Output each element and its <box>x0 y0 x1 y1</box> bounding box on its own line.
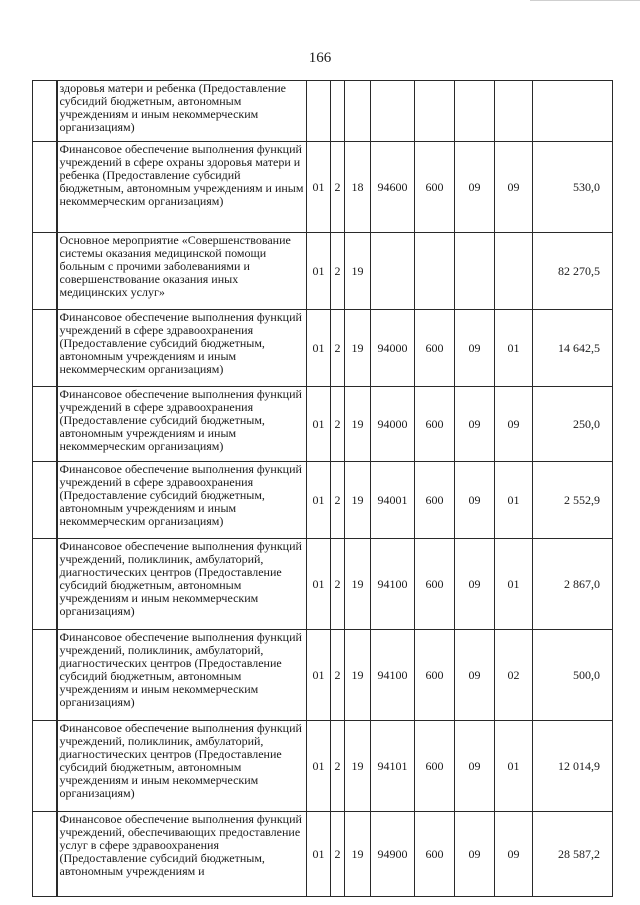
subsection-code-cell: 01 <box>495 462 533 539</box>
subsection-code-cell: 09 <box>495 812 533 897</box>
program-code-cell: 01 <box>307 812 331 897</box>
description-cell: Финансовое обеспечение выполнения функций учреждений в сфере охраны здоровья матери и ребенка (Предоставление субсидий бюджетным, автономным учреждениям и иным некоммерческим организациям) <box>57 142 307 233</box>
program-code-cell: 01 <box>307 387 331 462</box>
main-activity-code-cell: 19 <box>345 539 371 630</box>
expense-type-cell: 600 <box>415 142 455 233</box>
row-marker-cell <box>33 630 57 721</box>
amount-cell: 530,0 <box>533 142 613 233</box>
subprogram-code-cell: 2 <box>331 233 345 310</box>
section-code-cell: 09 <box>455 310 495 387</box>
program-code-cell: 01 <box>307 721 331 812</box>
subsection-code-cell: 09 <box>495 387 533 462</box>
amount-cell: 250,0 <box>533 387 613 462</box>
program-code-cell: 01 <box>307 142 331 233</box>
expense-type-cell: 600 <box>415 539 455 630</box>
direction-code-cell <box>371 81 415 142</box>
main-activity-code-cell: 19 <box>345 310 371 387</box>
table-row <box>33 81 613 142</box>
table-row <box>33 721 613 812</box>
expense-type-cell: 600 <box>415 310 455 387</box>
program-code-cell: 01 <box>307 462 331 539</box>
amount-cell: 12 014,9 <box>533 721 613 812</box>
subprogram-code-cell: 2 <box>331 539 345 630</box>
subsection-code-cell <box>495 233 533 310</box>
subprogram-code-cell: 2 <box>331 310 345 387</box>
expense-type-cell: 600 <box>415 812 455 897</box>
main-activity-code-cell: 19 <box>345 630 371 721</box>
description-cell: Финансовое обеспечение выполнения функций учреждений, поликлиник, амбулаторий, диагностических центров (Предоставление субсидий бюджетным, автономным учреждениям и иным некоммерческим организациям) <box>57 539 307 630</box>
expense-type-cell: 600 <box>415 387 455 462</box>
budget-table <box>32 80 613 897</box>
main-activity-code-cell: 19 <box>345 812 371 897</box>
section-code-cell: 09 <box>455 812 495 897</box>
program-code-cell: 01 <box>307 630 331 721</box>
program-code-cell: 01 <box>307 539 331 630</box>
direction-code-cell <box>371 233 415 310</box>
amount-cell: 2 867,0 <box>533 539 613 630</box>
description-cell: Финансовое обеспечение выполнения функций учреждений, поликлиник, амбулаторий, диагностических центров (Предоставление субсидий бюджетным, автономным учреждениям и иным некоммерческим организациям) <box>57 721 307 812</box>
section-code-cell: 09 <box>455 142 495 233</box>
description-cell: здоровья матери и ребенка (Предоставление субсидий бюджетным, автономным учреждениям и иным некоммерческим организациям) <box>57 81 307 142</box>
subsection-code-cell: 09 <box>495 142 533 233</box>
expense-type-cell <box>415 233 455 310</box>
amount-cell: 82 270,5 <box>533 233 613 310</box>
row-marker-cell <box>33 462 57 539</box>
row-marker-cell <box>33 812 57 897</box>
description-cell: Финансовое обеспечение выполнения функций учреждений в сфере здравоохранения (Предоставление субсидий бюджетным, автономным учреждениям и иным некоммерческим организациям) <box>57 462 307 539</box>
row-marker-cell <box>33 310 57 387</box>
table-row <box>33 310 613 387</box>
description-cell: Основное мероприятие «Совершенствование системы оказания медицинской помощи больным с прочими заболеваниями и совершенствование оказания иных медицинских услуг» <box>57 233 307 310</box>
section-code-cell: 09 <box>455 462 495 539</box>
expense-type-cell: 600 <box>415 721 455 812</box>
subprogram-code-cell: 2 <box>331 462 345 539</box>
table-row <box>33 142 613 233</box>
table-row <box>33 462 613 539</box>
section-code-cell: 09 <box>455 721 495 812</box>
amount-cell <box>533 81 613 142</box>
subprogram-code-cell: 2 <box>331 142 345 233</box>
main-activity-code-cell: 19 <box>345 721 371 812</box>
table-row <box>33 233 613 310</box>
direction-code-cell: 94900 <box>371 812 415 897</box>
description-cell: Финансовое обеспечение выполнения функций учреждений, поликлиник, амбулаторий, диагностических центров (Предоставление субсидий бюджетным, автономным учреждениям и иным некоммерческим организациям) <box>57 630 307 721</box>
subprogram-code-cell: 2 <box>331 387 345 462</box>
section-code-cell <box>455 233 495 310</box>
description-cell: Финансовое обеспечение выполнения функций учреждений, обеспечивающих предоставление услуг в сфере здравоохранения (Предоставление субсидий бюджетным, автономным учреждениям и <box>57 812 307 897</box>
direction-code-cell: 94100 <box>371 539 415 630</box>
amount-cell: 500,0 <box>533 630 613 721</box>
subprogram-code-cell: 2 <box>331 630 345 721</box>
expense-type-cell: 600 <box>415 630 455 721</box>
table-row <box>33 630 613 721</box>
main-activity-code-cell: 19 <box>345 387 371 462</box>
row-marker-cell <box>33 721 57 812</box>
amount-cell: 14 642,5 <box>533 310 613 387</box>
main-activity-code-cell: 18 <box>345 142 371 233</box>
direction-code-cell: 94100 <box>371 630 415 721</box>
program-code-cell: 01 <box>307 233 331 310</box>
row-marker-cell <box>33 142 57 233</box>
subprogram-code-cell: 2 <box>331 812 345 897</box>
subsection-code-cell: 01 <box>495 310 533 387</box>
subsection-code-cell: 02 <box>495 630 533 721</box>
row-marker-cell <box>33 387 57 462</box>
table-row <box>33 812 613 897</box>
description-cell: Финансовое обеспечение выполнения функций учреждений в сфере здравоохранения (Предоставление субсидий бюджетным, автономным учреждениям и иным некоммерческим организациям) <box>57 387 307 462</box>
section-code-cell: 09 <box>455 630 495 721</box>
direction-code-cell: 94600 <box>371 142 415 233</box>
row-marker-cell <box>33 539 57 630</box>
program-code-cell: 01 <box>307 310 331 387</box>
subprogram-code-cell <box>331 81 345 142</box>
direction-code-cell: 94000 <box>371 387 415 462</box>
section-code-cell: 09 <box>455 539 495 630</box>
subsection-code-cell <box>495 81 533 142</box>
direction-code-cell: 94000 <box>371 310 415 387</box>
expense-type-cell <box>415 81 455 142</box>
page-number: 166 <box>308 50 332 66</box>
subsection-code-cell: 01 <box>495 721 533 812</box>
row-marker-cell <box>33 233 57 310</box>
amount-cell: 28 587,2 <box>533 812 613 897</box>
expense-type-cell: 600 <box>415 462 455 539</box>
direction-code-cell: 94001 <box>371 462 415 539</box>
subsection-code-cell: 01 <box>495 539 533 630</box>
section-code-cell <box>455 81 495 142</box>
section-code-cell: 09 <box>455 387 495 462</box>
scan-edge-mark <box>530 0 640 5</box>
amount-cell: 2 552,9 <box>533 462 613 539</box>
budget-table-container <box>32 80 612 897</box>
program-code-cell <box>307 81 331 142</box>
direction-code-cell: 94101 <box>371 721 415 812</box>
description-cell: Финансовое обеспечение выполнения функций учреждений в сфере здравоохранения (Предоставление субсидий бюджетным, автономным учреждениям и иным некоммерческим организациям) <box>57 310 307 387</box>
main-activity-code-cell <box>345 81 371 142</box>
subprogram-code-cell: 2 <box>331 721 345 812</box>
row-marker-cell <box>33 81 57 142</box>
table-row <box>33 387 613 462</box>
table-row <box>33 539 613 630</box>
main-activity-code-cell: 19 <box>345 462 371 539</box>
main-activity-code-cell: 19 <box>345 233 371 310</box>
